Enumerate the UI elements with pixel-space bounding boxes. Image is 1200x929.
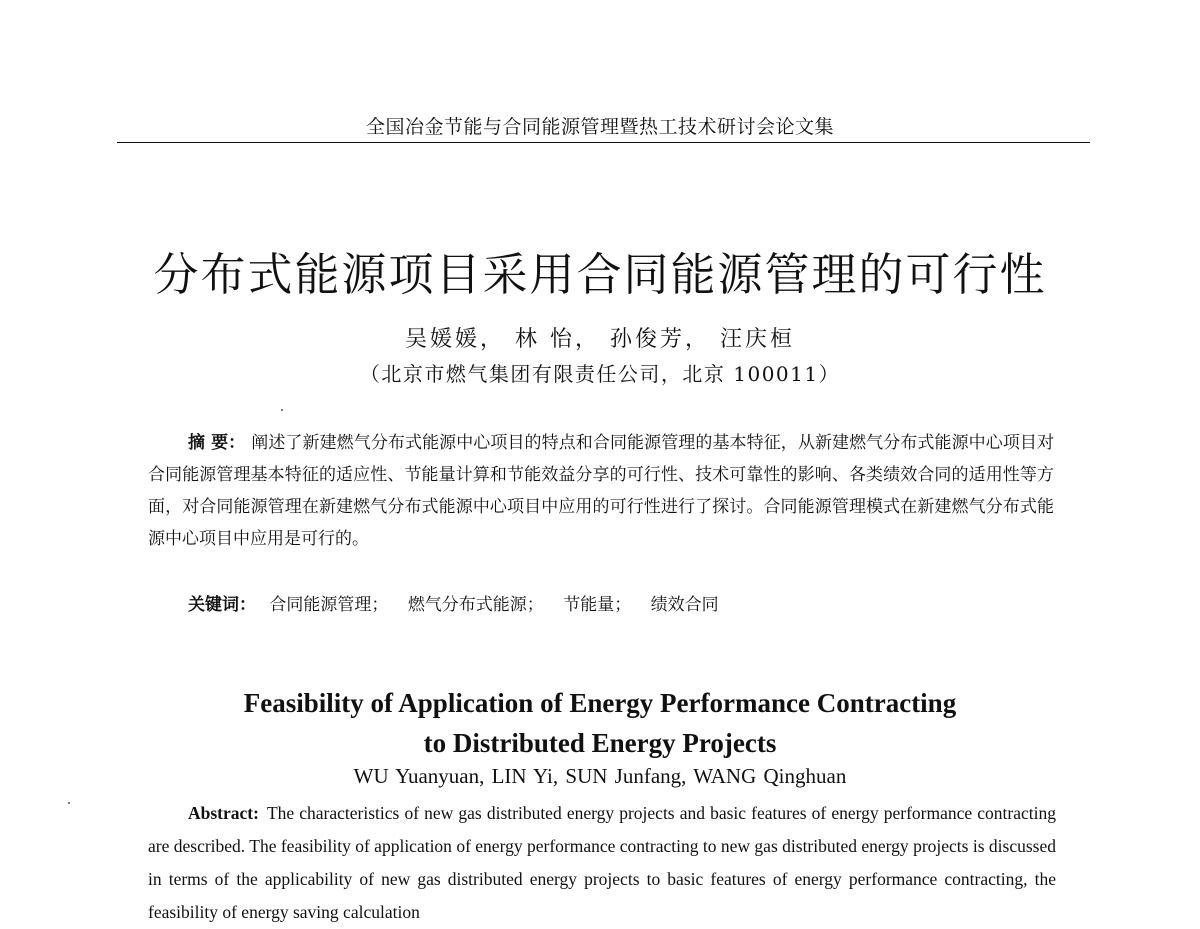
keyword: 燃气分布式能源；	[407, 595, 544, 615]
header-rule	[117, 142, 1090, 143]
keyword: 合同能源管理；	[269, 595, 389, 615]
chinese-abstract	[148, 427, 1054, 555]
keyword: 节能量；	[563, 595, 632, 615]
chinese-authors: 吴媛媛， 林 怡， 孙俊芳， 汪庆桓	[405, 327, 795, 352]
chinese-abstract-text: 阐述了新建燃气分布式能源中心项目的特点和合同能源管理的基本特征，从新建燃气分布式能源中心项目对合同能源管理基本特征的适应性、节能量计算和节能效益分享的可行性、技术可靠性的影响、各类绩效合同的适用性等方面，对合同能源管理在新建燃气分布式能源中心项目中应用的可行性进行了探讨。合同能源管理模式在新建燃气分布式能源中心项目中应用是可行的。	[148, 433, 1054, 549]
chinese-abstract-label: 摘 要：	[188, 433, 246, 453]
chinese-title: 分布式能源项目采用合同能源管理的可行性	[153, 248, 1047, 301]
keyword: 绩效合同	[650, 595, 719, 615]
chinese-affiliation: （北京市燃气集团有限责任公司，北京 100011）	[359, 362, 841, 386]
scan-speck	[68, 802, 70, 804]
english-authors: WU Yuanyuan, LIN Yi, SUN Junfang, WANG Qinghuan	[353, 764, 847, 788]
running-head: 全国冶金节能与合同能源管理暨热工技术研讨会论文集	[365, 116, 834, 138]
english-abstract	[148, 797, 1056, 929]
english-title-line-1: Feasibility of Application of Energy Performance Contracting	[243, 688, 957, 718]
scan-speck	[281, 409, 283, 411]
chinese-keywords	[188, 590, 1048, 615]
chinese-keywords-label: 关键词：	[188, 595, 256, 615]
english-abstract-label: Abstract:	[188, 803, 259, 823]
english-abstract-text: The characteristics of new gas distributed energy projects and basic features of energy performance contracting are described. The feasibility of application of energy performance contracting to new gas distributed energy projects is discussed in terms of the applicability of new gas distributed energy projects to basic features of energy performance contracting, the feasibility of energy saving calculation	[148, 803, 1056, 922]
english-title-line-2: to Distributed Energy Projects	[423, 728, 777, 758]
english-title	[0, 683, 1200, 763]
